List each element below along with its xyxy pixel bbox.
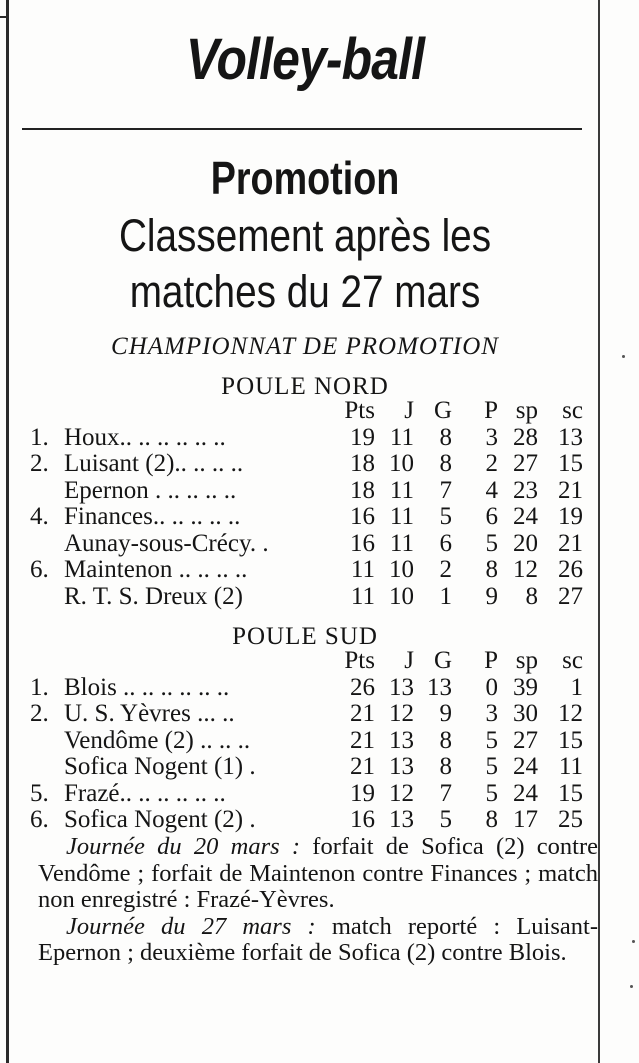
table-row <box>30 701 605 728</box>
table-row <box>30 504 605 531</box>
cell-sp: 39 <box>513 673 538 701</box>
table-header <box>30 648 605 675</box>
cell-sp: 20 <box>513 529 538 557</box>
cell-j: 10 <box>389 450 414 477</box>
print-speck <box>630 985 633 988</box>
cell-pts: 18 <box>350 450 375 477</box>
col-header-sp: sp <box>515 647 538 674</box>
cell-g: 8 <box>439 423 452 451</box>
poule-nord-table <box>30 398 605 610</box>
cell-j: 11 <box>389 423 414 451</box>
table-row <box>30 557 605 584</box>
col-header-pts: Pts <box>344 647 375 674</box>
cell-g: 9 <box>439 700 452 727</box>
table-header <box>30 398 605 425</box>
headline-line-1: Promotion <box>210 152 400 204</box>
cell-pts: 11 <box>350 556 375 583</box>
team-name: Houx.. .. .. .. .. .. <box>64 423 226 451</box>
print-speck <box>632 940 635 943</box>
cell-p: 3 <box>485 700 498 727</box>
cell-sc: 26 <box>558 556 583 583</box>
table-row <box>30 728 605 755</box>
cell-sc: 21 <box>558 476 583 504</box>
cell-g: 6 <box>439 529 452 557</box>
team-name: Sofica Nogent (1) . <box>64 753 256 780</box>
cell-g: 2 <box>439 556 452 583</box>
table-row <box>30 675 605 702</box>
note-date: Journée du 27 mars : <box>66 912 316 940</box>
cell-sc: 12 <box>558 700 583 727</box>
cell-j: 10 <box>389 582 414 610</box>
cell-sc: 1 <box>570 673 583 701</box>
rule-stub-top <box>0 16 6 18</box>
team-name: Maintenon .. .. .. .. <box>64 556 248 583</box>
row-rank: 6. <box>30 806 49 833</box>
cell-pts: 21 <box>350 726 375 754</box>
column-rule-left <box>6 0 9 1063</box>
cell-g: 13 <box>427 673 452 701</box>
cell-sc: 15 <box>558 779 583 807</box>
table-row <box>30 451 605 478</box>
match-notes <box>38 834 598 967</box>
cell-p: 9 <box>485 582 498 610</box>
row-rank: 2. <box>30 700 49 727</box>
cell-g: 7 <box>439 476 452 504</box>
cell-j: 11 <box>389 529 414 557</box>
col-header-p: P <box>484 647 498 674</box>
col-header-j: J <box>404 397 414 424</box>
cell-sp: 28 <box>513 423 538 451</box>
col-header-sc: sc <box>562 397 583 424</box>
note-paragraph <box>38 834 598 914</box>
col-header-sp: sp <box>515 397 538 424</box>
table-row <box>30 425 605 452</box>
col-header-pts: Pts <box>344 397 375 424</box>
col-header-j: J <box>404 647 414 674</box>
headline-line-3: matches du 27 mars <box>129 266 481 317</box>
col-header-p: P <box>484 397 498 424</box>
note-text: match reporté : Luisant-Epernon ; deuxième forfait de Sofica (2) contre Blois. <box>38 912 598 966</box>
cell-g: 8 <box>439 450 452 477</box>
team-name: Luisant (2).. .. .. .. <box>64 450 244 477</box>
cell-sp: 17 <box>513 806 538 833</box>
cell-p: 6 <box>485 503 498 530</box>
cell-p: 3 <box>485 423 498 451</box>
col-header-g: G <box>433 647 452 674</box>
cell-g: 8 <box>439 753 452 780</box>
team-name: Vendôme (2) .. .. .. <box>64 726 251 754</box>
cell-p: 5 <box>485 753 498 780</box>
cell-g: 5 <box>439 503 452 530</box>
cell-p: 5 <box>485 529 498 557</box>
row-rank: 1. <box>30 673 49 701</box>
cell-sp: 24 <box>513 779 538 807</box>
cell-j: 13 <box>389 753 414 780</box>
cell-pts: 21 <box>350 753 375 780</box>
table-row <box>30 781 605 808</box>
print-speck <box>622 355 625 358</box>
cell-sc: 27 <box>558 582 583 610</box>
cell-sc: 11 <box>558 753 583 780</box>
cell-j: 11 <box>389 503 414 530</box>
cell-j: 10 <box>389 556 414 583</box>
row-rank: 1. <box>30 423 49 451</box>
team-name: Frazé.. .. .. .. .. .. <box>64 779 226 807</box>
row-rank: 6. <box>30 556 49 583</box>
col-header-g: G <box>433 397 452 424</box>
cell-sc: 13 <box>558 423 583 451</box>
cell-pts: 16 <box>350 503 375 530</box>
cell-sc: 19 <box>558 503 583 530</box>
team-name: U. S. Yèvres ... .. <box>64 700 235 727</box>
cell-sp: 8 <box>525 582 538 610</box>
team-name: Aunay-sous-Crécy. . <box>64 529 269 557</box>
cell-pts: 18 <box>350 476 375 504</box>
championship-title: CHAMPIONNAT DE PROMOTION <box>111 333 499 360</box>
cell-sc: 15 <box>558 726 583 754</box>
cell-p: 8 <box>485 556 498 583</box>
cell-g: 7 <box>439 779 452 807</box>
table-row <box>30 531 605 558</box>
cell-j: 12 <box>389 700 414 727</box>
table-row <box>30 754 605 781</box>
poule-nord-rows <box>30 425 605 611</box>
cell-p: 5 <box>485 779 498 807</box>
cell-j: 12 <box>389 779 414 807</box>
poule-sud-rows <box>30 675 605 834</box>
team-name: R. T. S. Dreux (2) <box>64 582 243 610</box>
note-date: Journée du 20 mars : <box>66 833 301 860</box>
cell-j: 11 <box>389 476 414 504</box>
cell-sp: 30 <box>513 700 538 727</box>
cell-p: 2 <box>485 450 498 477</box>
cell-p: 5 <box>485 726 498 754</box>
poule-sud-title: POULE SUD <box>232 623 378 650</box>
col-header-sc: sc <box>562 647 583 674</box>
cell-j: 13 <box>389 806 414 833</box>
cell-sp: 24 <box>513 503 538 530</box>
poule-sud-table <box>30 648 605 834</box>
cell-sp: 27 <box>513 450 538 477</box>
cell-j: 13 <box>389 726 414 754</box>
section-masthead: Volley-ball <box>185 27 425 92</box>
team-name: Sofica Nogent (2) . <box>64 806 256 833</box>
cell-g: 8 <box>439 726 452 754</box>
note-text: forfait de Sofica (2) contre Vendôme ; forfait de Maintenon contre Finances ; match non enregistré : Frazé-Yèvres. <box>38 833 598 913</box>
cell-sp: 24 <box>513 753 538 780</box>
cell-pts: 11 <box>350 582 375 610</box>
cell-sc: 25 <box>558 806 583 833</box>
team-name: Epernon . .. .. .. .. <box>64 476 237 504</box>
team-name: Finances.. .. .. .. .. <box>64 503 241 530</box>
cell-g: 5 <box>439 806 452 833</box>
cell-sp: 12 <box>513 556 538 583</box>
cell-p: 0 <box>485 673 498 701</box>
cell-sp: 27 <box>513 726 538 754</box>
team-name: Blois .. .. .. .. .. .. <box>64 673 230 701</box>
table-row <box>30 478 605 505</box>
row-rank: 4. <box>30 503 49 530</box>
row-rank: 2. <box>30 450 49 477</box>
table-row <box>30 807 605 834</box>
cell-p: 4 <box>485 476 498 504</box>
cell-sc: 21 <box>558 529 583 557</box>
cell-g: 1 <box>439 582 452 610</box>
cell-pts: 26 <box>350 673 375 701</box>
cell-sc: 15 <box>558 450 583 477</box>
cell-pts: 16 <box>350 529 375 557</box>
note-paragraph <box>38 914 598 967</box>
cell-pts: 21 <box>350 700 375 727</box>
cell-sp: 23 <box>513 476 538 504</box>
cell-p: 8 <box>485 806 498 833</box>
row-rank: 5. <box>30 779 49 807</box>
poule-nord-title: POULE NORD <box>221 373 389 400</box>
cell-pts: 19 <box>350 779 375 807</box>
cell-pts: 19 <box>350 423 375 451</box>
headline-line-2: Classement après les <box>118 210 492 261</box>
cell-pts: 16 <box>350 806 375 833</box>
table-row <box>30 584 605 611</box>
cell-j: 13 <box>389 673 414 701</box>
masthead-divider <box>22 128 582 130</box>
